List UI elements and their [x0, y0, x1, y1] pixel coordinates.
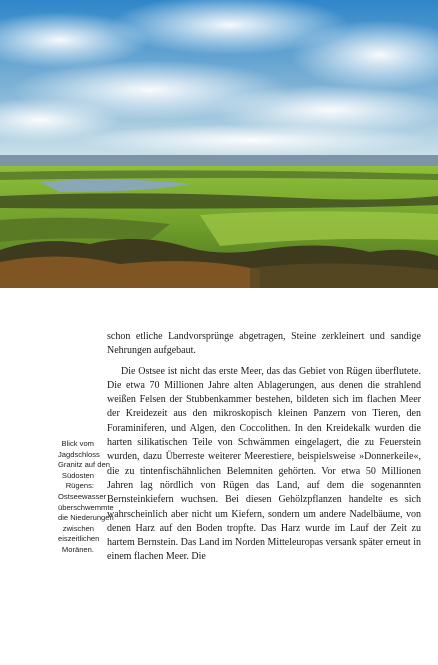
- paragraph: schon etliche Landvorsprünge abgetragen, Steine zerkleinert und sandige Nehrungen aufgebaut.: [107, 331, 421, 357]
- landscape-photo: [0, 0, 438, 288]
- caption-line: Blick vom: [61, 439, 94, 448]
- clouds: [0, 0, 438, 156]
- caption-line: Jagdschloss: [58, 449, 100, 459]
- caption-line: Ostseewasser: [58, 491, 107, 501]
- caption-line: Moränen.: [61, 544, 94, 554]
- photo-caption: [58, 439, 114, 556]
- caption-line: Rügens:: [65, 481, 94, 491]
- paragraph: Die Ostsee ist nicht das erste Meer, das das Gebiet von Rügen überflutete. Die etwa 70 Millionen Jahre alten Ablagerungen, aus denen die strahlend weißen Felsen der Stubbenkammer bestehen, bildeten sich im flachen Meer der Kreidezeit aus den mikroskopisch kleinen Panzern von Tieren, den Foraminiferen, und Algen, den Coccolithen. In den Kreidekalk wurden die harten silikatischen Teile von Schwämmen eingelagert, die zu Feuerstein wurden, dazu Überreste weiterer Meerestiere, beispielsweise »Donnerkeile«, die zu tintenfischähnlichen Belemniten gehörten. Vor etwa 50 Millionen Jahren lag nördlich von Rügen das Land, auf dem die sogenannten Bernsteinkiefern wuchsen. Bei diesen Gehölzpflanzen handelte es sich wahrscheinlich aber nicht um Kiefern, sondern um andere Nadelbäume, von denen Harz auf den Boden tropfte. Das Harz wurde im Lauf der Zeit zu hartem Bernstein. Das Land im Norden Mitteleuropas versank später erneut in einem flachen Meer. Die: [107, 365, 421, 563]
- caption-line: überschwemmte: [58, 502, 114, 512]
- body-text: [107, 330, 421, 565]
- caption-line: eiszeitlichen: [58, 534, 100, 544]
- caption-line: Granitz auf den: [58, 460, 110, 470]
- caption-line: zwischen: [62, 523, 94, 533]
- caption-line: die Niederungen: [58, 513, 114, 523]
- caption-line: Südosten: [61, 470, 94, 480]
